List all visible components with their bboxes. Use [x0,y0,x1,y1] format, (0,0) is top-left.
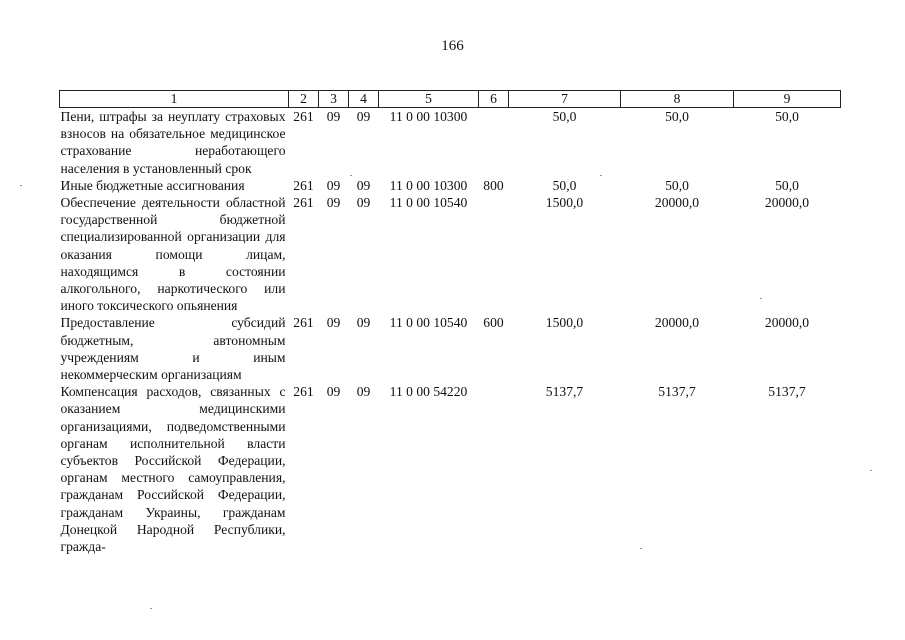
row-code-5: 11 0 00 54220 [389,384,468,400]
row-amount-9: 50,0 [775,109,799,124]
table-row [60,108,841,177]
row-description: Предоставление субсидий бюджетным, автономным учреждениям и иным некоммерческим организациям [60,315,286,383]
row-code-3: 09 [326,109,341,124]
row-amount-8: 5137,7 [658,384,696,400]
header-cell-9: 9 [734,91,841,108]
row-description: Обеспечение деятельности областной государственной бюджетной специализированной организации для оказания помощи лицам, находящимся в состоянии алкогольного, наркотического или иного токсического опьянения [60,195,286,314]
row-code-5: 11 0 00 10540 [389,315,468,331]
row-amount-7: 50,0 [552,109,577,124]
table-row [60,194,841,314]
page-number: 166 [441,38,464,54]
row-code-5: 11 0 00 10540 [389,195,468,211]
header-cell-2: 2 [289,91,319,108]
header-row [60,91,841,108]
row-code-6 [479,383,509,555]
row-code-2: 261 [293,384,314,400]
row-code-5: 11 0 00 10300 [389,177,468,193]
scan-speck [150,608,152,609]
scan-speck [870,470,872,471]
row-code-3: 09 [326,195,341,211]
row-code-2: 261 [293,195,314,211]
row-code-5: 11 0 00 10300 [389,109,468,124]
row-description: Иные бюджетные ассигнования [60,177,245,193]
row-amount-8: 20000,0 [654,195,700,211]
row-description: Компенсация расходов, связанных с оказанием медицинскими организациями, подведомственными органам исполнительной власти субъектов Российской Федерации, органам местного самоуправления, гражданам Российской Федерации, гражданам Украины, гражданам Донецкой Народной Республики, гражда- [60,384,286,555]
row-code-6 [479,108,509,177]
scan-speck [600,175,602,176]
row-amount-9: 20000,0 [764,315,810,331]
row-code-4: 09 [356,315,371,331]
row-amount-7: 1500,0 [545,195,584,211]
row-amount-9: 5137,7 [768,384,806,400]
row-amount-7: 1500,0 [545,315,584,331]
row-code-3: 09 [326,315,341,331]
row-code-4: 09 [356,109,371,124]
header-cell-7: 7 [509,91,621,108]
header-cell-1: 1 [60,91,289,108]
table-row [60,383,841,555]
row-code-2: 261 [293,315,314,331]
header-cell-5: 5 [379,91,479,108]
row-amount-7: 50,0 [552,177,577,193]
row-amount-8: 20000,0 [654,315,700,331]
row-code-3: 09 [326,384,341,400]
row-code-3: 09 [326,177,341,193]
row-description: Пени, штрафы за неуплату страховых взносов на обязательное медицинское страхование неработающего населения в установленный срок [60,109,286,176]
row-amount-8: 50,0 [665,109,689,124]
budget-table [59,90,841,555]
header-cell-6: 6 [479,91,509,108]
row-amount-7: 5137,7 [545,384,584,400]
row-code-6: 600 [483,315,504,331]
scan-speck [350,175,352,176]
row-code-6 [479,194,509,314]
row-code-4: 09 [356,384,371,400]
header-cell-4: 4 [349,91,379,108]
table-row [60,177,841,194]
row-code-4: 09 [356,195,371,211]
row-amount-8: 50,0 [665,177,689,193]
scan-speck [20,185,22,186]
scan-speck [640,548,642,549]
header-cell-3: 3 [319,91,349,108]
row-code-2: 261 [293,109,314,124]
row-code-2: 261 [293,177,314,193]
table-row [60,314,841,383]
header-cell-8: 8 [621,91,734,108]
row-code-6: 800 [483,177,504,193]
row-amount-9: 20000,0 [764,195,810,211]
row-code-4: 09 [356,177,371,193]
row-amount-9: 50,0 [775,177,799,193]
scan-speck [760,298,762,299]
